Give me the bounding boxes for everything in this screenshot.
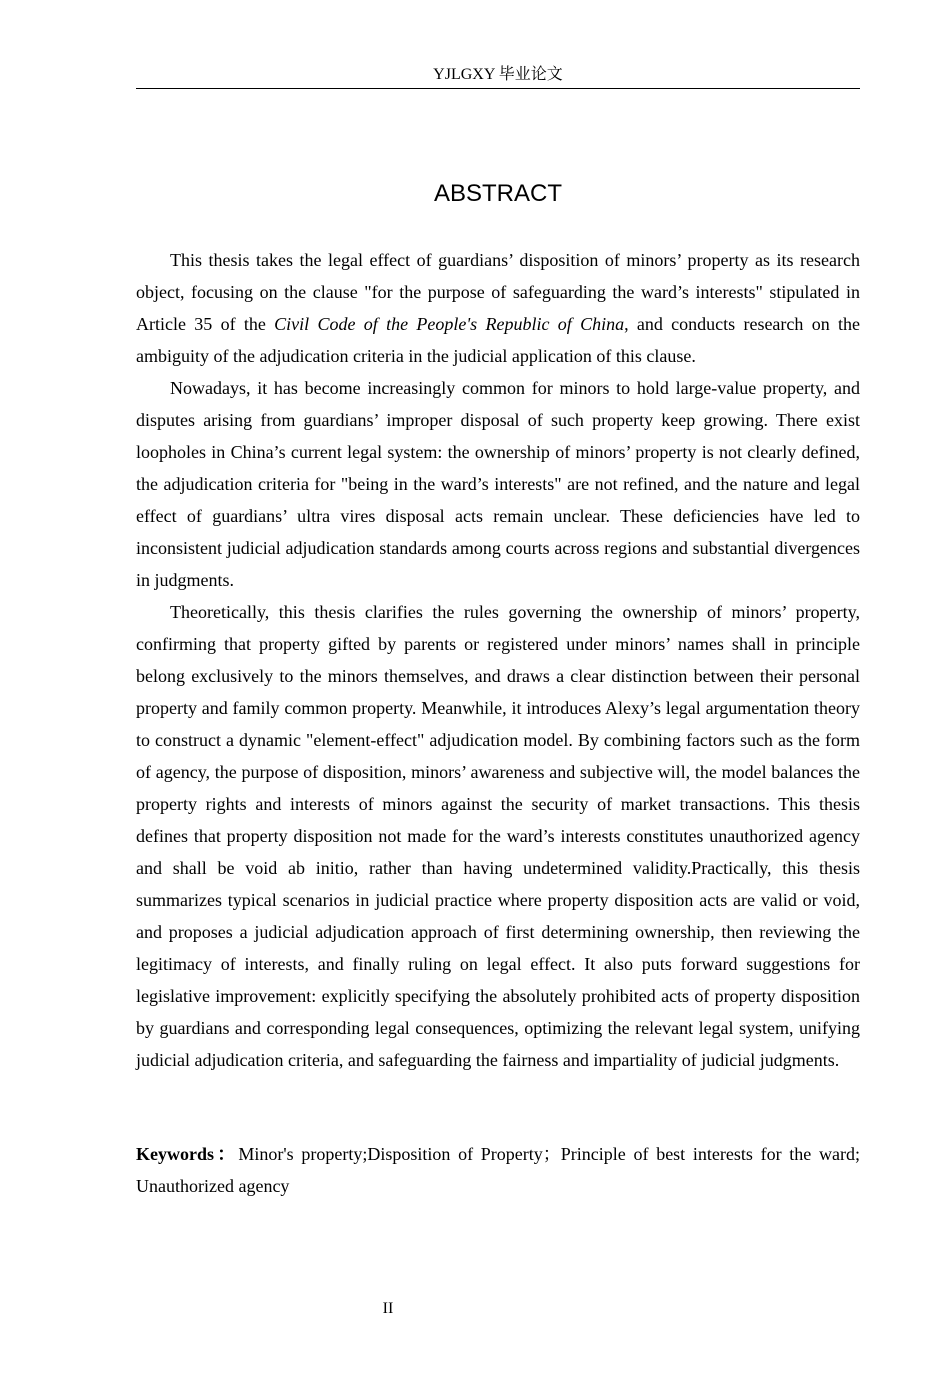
keywords-label: Keywords： — [136, 1144, 239, 1164]
civil-code-title: Civil Code of the People's Republic of China — [274, 314, 625, 334]
paragraph-1-text-start: This thesis takes the legal effect of guardians’ disposition of minors’ property as its research object, focusing on the clause "for the purpose of safeguarding the ward’s interests" stipulated in Article 35 of the — [136, 250, 860, 334]
abstract-body — [136, 244, 860, 1076]
abstract-paragraph-1 — [136, 244, 860, 372]
keywords-value: Minor's property;Disposition of Property；Principle of best interests for the ward; Unauthorized agency — [136, 1144, 860, 1196]
paragraph-1-text-end: , and conducts research on the ambiguity of the adjudication criteria in the judicial application of this clause. — [136, 314, 860, 366]
abstract-paragraph-2: Nowadays, it has become increasingly common for minors to hold large-value property, and disputes arising from guardians’ improper disposal of such property keep growing. There exist loopholes in China’s current legal system: the ownership of minors’ property is not clearly defined, the adjudication criteria for "being in the ward’s interests" are not refined, and the nature and legal effect of guardians’ ultra vires disposal acts remain unclear. These deficiencies have led to inconsistent judicial adjudication standards among courts across regions and substantial divergences in judgments. — [136, 378, 860, 590]
abstract-title: ABSTRACT — [433, 180, 562, 207]
abstract-paragraph-3: Theoretically, this thesis clarifies the rules governing the ownership of minors’ property, confirming that property gifted by parents or registered under minors’ names shall in principle belong exclusively to the minors themselves, and draws a clear distinction between their personal property and family common property. Meanwhile, it introduces Alexy’s legal argumentation theory to construct a dynamic "element-effect" adjudication model. By combining factors such as the form of agency, the purpose of disposition, minors’ awareness and subjective will, the model balances the property rights and interests of minors against the security of market transactions. This thesis defines that property disposition not made for the ward’s interests constitutes unauthorized agency and shall be void ab initio, rather than having undetermined validity.Practically, this thesis summarizes typical scenarios in judicial practice where property disposition acts are valid or void, and proposes a judicial adjudication approach of first determining ownership, then reviewing the legitimacy of interests, and finally ruling on legal effect. It also puts forward suggestions for legislative improvement: explicitly specifying the absolutely prohibited acts of property disposition by guardians and corresponding legal consequences, optimizing the relevant legal system, unifying judicial adjudication criteria, and safeguarding the fairness and impartiality of judicial judgments. — [136, 602, 860, 1070]
page-number: II — [382, 1300, 394, 1317]
keywords-line — [136, 1138, 860, 1202]
running-header: YJLGXY 毕业论文 — [136, 64, 860, 89]
